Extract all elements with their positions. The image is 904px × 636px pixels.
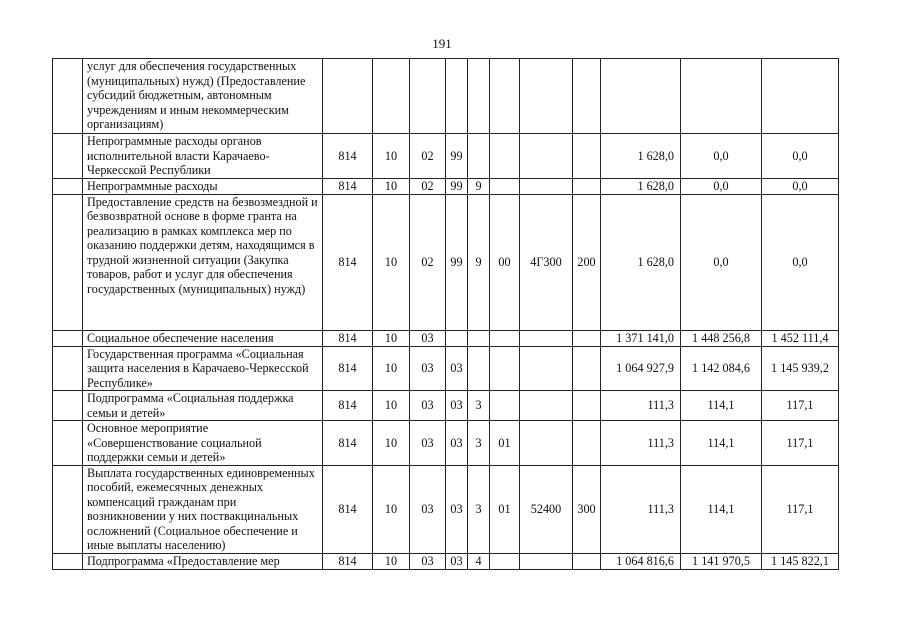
cell-rz: 10 xyxy=(373,134,410,179)
cell-ved xyxy=(323,59,373,134)
cell-amount-2: 114,1 xyxy=(681,391,762,421)
cell-pr: 02 xyxy=(410,178,446,194)
cell-blank xyxy=(53,134,83,179)
cell-name: Непрограммные расходы xyxy=(83,178,323,194)
cell-amount-1 xyxy=(601,59,681,134)
cell-amount-2: 1 448 256,8 xyxy=(681,330,762,346)
cell-amount-3: 0,0 xyxy=(762,178,839,194)
table-row xyxy=(53,346,839,391)
cell-direction xyxy=(520,178,573,194)
cell-blank xyxy=(53,346,83,391)
cell-name: услуг для обеспечения государственных (муниципальных) нужд) (Предоставление субсидий бюджетным, автономным учреждениям и иным некоммерческим организациям) xyxy=(83,59,323,134)
cell-amount-2: 0,0 xyxy=(681,194,762,330)
cell-program: 03 xyxy=(446,346,468,391)
cell-amount-2: 1 141 970,5 xyxy=(681,553,762,569)
cell-name: Предоставление средств на безвозмездной и безвозвратной основе в форме гранта на реализацию в рамках комплекса мер по оказанию поддержки детям, находящимся в трудной жизненной ситуации (Закупка товаров, работ и услуг для обеспечения государственных (муниципальных) нужд) xyxy=(83,194,323,330)
cell-amount-1: 1 371 141,0 xyxy=(601,330,681,346)
cell-amount-2: 0,0 xyxy=(681,134,762,179)
table-row xyxy=(53,465,839,553)
cell-blank xyxy=(53,391,83,421)
cell-name: Подпрограмма «Социальная поддержка семьи и детей» xyxy=(83,391,323,421)
cell-expense-type xyxy=(573,346,601,391)
cell-amount-3: 117,1 xyxy=(762,391,839,421)
cell-pr: 03 xyxy=(410,465,446,553)
cell-direction: 52400 xyxy=(520,465,573,553)
cell-expense-type: 300 xyxy=(573,465,601,553)
cell-amount-1: 1 064 816,6 xyxy=(601,553,681,569)
table-row xyxy=(53,134,839,179)
cell-ved: 814 xyxy=(323,330,373,346)
cell-main-event xyxy=(490,346,520,391)
cell-pr: 03 xyxy=(410,421,446,466)
cell-subprogram: 3 xyxy=(468,391,490,421)
cell-ved: 814 xyxy=(323,391,373,421)
cell-pr: 03 xyxy=(410,346,446,391)
cell-program xyxy=(446,59,468,134)
cell-program: 99 xyxy=(446,178,468,194)
cell-subprogram: 4 xyxy=(468,553,490,569)
table-body xyxy=(53,59,839,570)
table-row xyxy=(53,391,839,421)
cell-subprogram: 9 xyxy=(468,178,490,194)
cell-subprogram xyxy=(468,134,490,179)
cell-program: 03 xyxy=(446,465,468,553)
table-row xyxy=(53,194,839,330)
cell-main-event xyxy=(490,391,520,421)
cell-amount-3: 1 145 939,2 xyxy=(762,346,839,391)
cell-subprogram xyxy=(468,330,490,346)
cell-rz: 10 xyxy=(373,194,410,330)
cell-rz xyxy=(373,59,410,134)
cell-blank xyxy=(53,421,83,466)
cell-pr: 02 xyxy=(410,194,446,330)
cell-main-event: 01 xyxy=(490,421,520,466)
cell-expense-type xyxy=(573,391,601,421)
cell-blank xyxy=(53,178,83,194)
cell-expense-type xyxy=(573,330,601,346)
cell-rz: 10 xyxy=(373,391,410,421)
cell-blank xyxy=(53,553,83,569)
cell-amount-3: 0,0 xyxy=(762,134,839,179)
cell-subprogram: 9 xyxy=(468,194,490,330)
cell-pr: 03 xyxy=(410,330,446,346)
table-row xyxy=(53,553,839,569)
cell-pr: 03 xyxy=(410,553,446,569)
table-row xyxy=(53,421,839,466)
cell-direction: 4Г300 xyxy=(520,194,573,330)
cell-name: Подпрограмма «Предоставление мер xyxy=(83,553,323,569)
cell-ved: 814 xyxy=(323,465,373,553)
cell-main-event xyxy=(490,59,520,134)
cell-program: 99 xyxy=(446,134,468,179)
cell-amount-2: 0,0 xyxy=(681,178,762,194)
cell-amount-2: 114,1 xyxy=(681,465,762,553)
cell-rz: 10 xyxy=(373,346,410,391)
cell-blank xyxy=(53,194,83,330)
cell-expense-type: 200 xyxy=(573,194,601,330)
cell-blank xyxy=(53,330,83,346)
table-row xyxy=(53,178,839,194)
cell-amount-3: 1 452 111,4 xyxy=(762,330,839,346)
cell-rz: 10 xyxy=(373,330,410,346)
cell-subprogram: 3 xyxy=(468,421,490,466)
cell-ved: 814 xyxy=(323,178,373,194)
cell-blank xyxy=(53,465,83,553)
cell-ved: 814 xyxy=(323,421,373,466)
cell-direction xyxy=(520,553,573,569)
cell-main-event xyxy=(490,134,520,179)
cell-main-event xyxy=(490,330,520,346)
cell-rz: 10 xyxy=(373,421,410,466)
cell-direction xyxy=(520,59,573,134)
cell-rz: 10 xyxy=(373,178,410,194)
cell-subprogram xyxy=(468,59,490,134)
cell-program: 03 xyxy=(446,391,468,421)
cell-amount-1: 111,3 xyxy=(601,391,681,421)
cell-ved: 814 xyxy=(323,346,373,391)
cell-pr: 02 xyxy=(410,134,446,179)
cell-expense-type xyxy=(573,178,601,194)
cell-amount-3: 117,1 xyxy=(762,465,839,553)
cell-expense-type xyxy=(573,553,601,569)
cell-name: Выплата государственных единовременных пособий, ежемесячных денежных компенсаций гражданам при возникновении у них поствакцинальных осложнений (Социальное обеспечение и иные выплаты населению) xyxy=(83,465,323,553)
cell-main-event xyxy=(490,553,520,569)
cell-amount-3: 0,0 xyxy=(762,194,839,330)
cell-amount-2: 114,1 xyxy=(681,421,762,466)
cell-name: Основное мероприятие «Совершенствование социальной поддержки семьи и детей» xyxy=(83,421,323,466)
cell-blank xyxy=(53,59,83,134)
cell-program: 03 xyxy=(446,553,468,569)
cell-ved: 814 xyxy=(323,553,373,569)
cell-subprogram xyxy=(468,346,490,391)
cell-expense-type xyxy=(573,59,601,134)
table-row xyxy=(53,330,839,346)
cell-name: Социальное обеспечение населения xyxy=(83,330,323,346)
cell-direction xyxy=(520,134,573,179)
cell-amount-1: 1 628,0 xyxy=(601,134,681,179)
cell-main-event: 00 xyxy=(490,194,520,330)
cell-direction xyxy=(520,346,573,391)
cell-expense-type xyxy=(573,421,601,466)
cell-expense-type xyxy=(573,134,601,179)
cell-ved: 814 xyxy=(323,194,373,330)
cell-amount-3: 1 145 822,1 xyxy=(762,553,839,569)
cell-ved: 814 xyxy=(323,134,373,179)
cell-amount-1: 1 628,0 xyxy=(601,194,681,330)
page-number: 191 xyxy=(432,36,452,51)
cell-direction xyxy=(520,391,573,421)
cell-name: Непрограммные расходы органов исполнительной власти Карачаево-Черкесской Республики xyxy=(83,134,323,179)
cell-main-event: 01 xyxy=(490,465,520,553)
cell-rz: 10 xyxy=(373,465,410,553)
cell-amount-2: 1 142 084,6 xyxy=(681,346,762,391)
budget-table xyxy=(52,58,839,570)
cell-direction xyxy=(520,421,573,466)
cell-pr: 03 xyxy=(410,391,446,421)
cell-program xyxy=(446,330,468,346)
cell-amount-1: 1 064 927,9 xyxy=(601,346,681,391)
cell-amount-2 xyxy=(681,59,762,134)
cell-main-event xyxy=(490,178,520,194)
cell-subprogram: 3 xyxy=(468,465,490,553)
cell-amount-1: 111,3 xyxy=(601,465,681,553)
cell-amount-1: 111,3 xyxy=(601,421,681,466)
cell-program: 03 xyxy=(446,421,468,466)
cell-rz: 10 xyxy=(373,553,410,569)
cell-pr xyxy=(410,59,446,134)
cell-direction xyxy=(520,330,573,346)
cell-amount-3: 117,1 xyxy=(762,421,839,466)
cell-name: Государственная программа «Социальная защита населения в Карачаево-Черкесской Республике» xyxy=(83,346,323,391)
cell-amount-1: 1 628,0 xyxy=(601,178,681,194)
cell-amount-3 xyxy=(762,59,839,134)
cell-program: 99 xyxy=(446,194,468,330)
table-row xyxy=(53,59,839,134)
